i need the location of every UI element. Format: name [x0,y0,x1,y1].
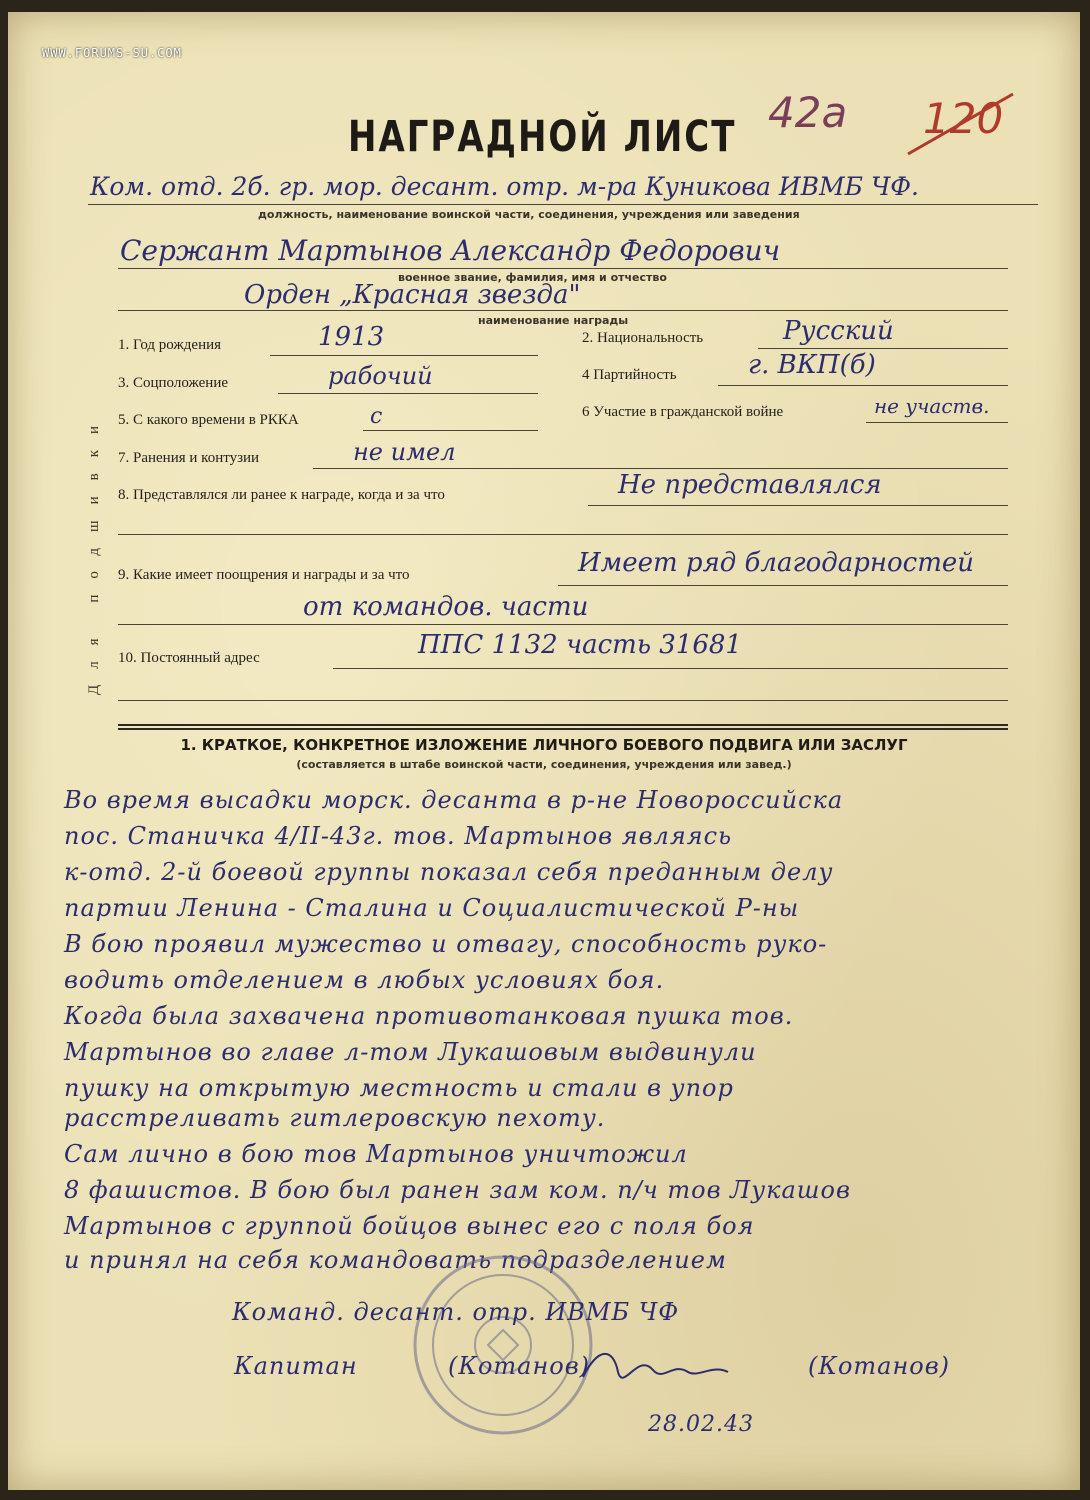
narrative-line: пос. Станичка 4/II-43г. тов. Мартынов являясь [64,822,733,850]
incentives-label: 9. Какие имеет поощрения и награды и за что [118,567,410,583]
section-title: 1. КРАТКОЕ, КОНКРЕТНОЕ ИЗЛОЖЕНИЕ ЛИЧНОГО БОЕВОГО ПОДВИГА ИЛИ ЗАСЛУГ [180,736,908,754]
signature-name: (Котанов) [808,1352,951,1380]
rkka-value: с [370,404,383,429]
prev-award-label: 8. Представлялся ли ранее к награде, когда и за что [118,487,445,503]
address-value: ППС 1132 часть 31681 [418,630,742,660]
signature-scribble-icon [578,1342,738,1392]
sheet-number: 120 [923,94,1004,143]
section-subtitle: (составляется в штабе воинской части, соединения, учреждения или завед.) [296,758,792,771]
narrative-line: водить отделением в любых условиях боя. [64,966,665,994]
archive-number: 42а [768,88,848,137]
address-line [333,668,1008,669]
award-value: Орден „Красная звезда" [244,280,581,310]
incentives-line [558,585,1008,586]
address-line-2 [118,700,1008,701]
rkka-line [363,430,538,431]
address-label: 10. Постоянный адрес [118,650,260,666]
narrative-line: 8 фашистов. В бою был ранен зам ком. п/ч тов Лукашов [64,1176,851,1204]
civil-war-line [866,422,1008,423]
nationality-label: 2. Национальность [582,330,704,346]
wounds-value: не имел [353,438,456,466]
rkka-label: 5. С какого времени в РККА [118,412,299,428]
prev-award-line-2 [118,534,1008,535]
nationality-value: Русский [783,316,894,346]
civil-war-label: 6 Участие в гражданской войне [582,404,784,420]
strike-mark-icon [903,84,1023,164]
incentives-value-2: от командов. части [303,592,589,622]
position-caption: должность, наименование воинской части, соединения, учреждения или заведения [258,208,800,221]
name-value: Сержант Мартынов Александр Федорович [120,234,781,267]
narrative-line: Во время высадки морск. десанта в р-не Новороссийска [64,786,844,814]
social-line [278,393,538,394]
position-line [88,204,1038,205]
signature-signed: (Котанов) [448,1352,591,1380]
narrative-line: партии Ленина - Сталина и Социалистической Р-ны [64,894,800,922]
civil-war-value: не участв. [874,394,990,418]
narrative-line: Мартынов во главе л-том Лукашовым выдвинули [64,1038,757,1066]
narrative-line: к-отд. 2-й боевой группы показал себя преданным делу [64,858,834,886]
side-label-text: Для подшивки [86,409,103,695]
social-label: 3. Соцположение [118,375,229,391]
signature-unit: Команд. десант. отр. ИВМБ ЧФ [232,1298,680,1326]
wounds-line [313,468,1008,469]
award-sheet [8,12,1080,1490]
name-line [118,268,1008,269]
narrative-line: расстреливать гитлеровскую пехоту. [64,1104,606,1132]
birth-year-value: 1913 [318,322,385,352]
party-value: г. ВКП(б) [748,350,876,380]
award-caption: наименование награды [478,314,629,327]
narrative-line: Когда была захвачена противотанковая пушка тов. [64,1002,794,1030]
watermark: WWW.FORUMS-SU.COM [42,46,182,60]
party-line [718,385,1008,386]
narrative-line: Мартынов с группой бойцов вынес его с поля боя [64,1212,755,1240]
social-value: рабочий [328,362,433,390]
signature-rank: Капитан [234,1352,358,1380]
prev-award-value: Не представлялся [618,470,882,500]
prev-award-line [588,505,1008,506]
position-value: Ком. отд. 2б. гр. мор. десант. отр. м-ра Куникова ИВМБ ЧФ. [90,172,919,201]
wounds-label: 7. Ранения и контузии [118,450,260,466]
party-label: 4 Партийность [582,367,677,383]
signature-date: 28.02.43 [648,1412,754,1437]
nationality-line [758,348,1008,349]
name-caption: военное звание, фамилия, имя и отчество [398,271,667,284]
birth-year-label: 1. Год рождения [118,337,222,353]
birth-year-line [270,355,538,356]
official-seal-icon [408,1250,598,1440]
narrative-line: Сам лично в бою тов Мартынов уничтожил [64,1140,688,1168]
section-rule-top-2 [118,728,1008,730]
section-rule-top [118,724,1008,726]
incentives-value-1: Имеет ряд благодарностей [578,548,974,578]
narrative-line: и принял на себя командовать подразделением [64,1246,727,1274]
page-title: НАГРАДНОЙ ЛИСТ [348,112,737,162]
award-line [118,310,1008,311]
incentives-line-2 [118,624,1008,625]
side-label [82,372,108,732]
narrative-line: пушку на открытую местность и стали в упор [64,1074,734,1102]
narrative-line: В бою проявил мужество и отвагу, способность руко- [64,930,828,958]
